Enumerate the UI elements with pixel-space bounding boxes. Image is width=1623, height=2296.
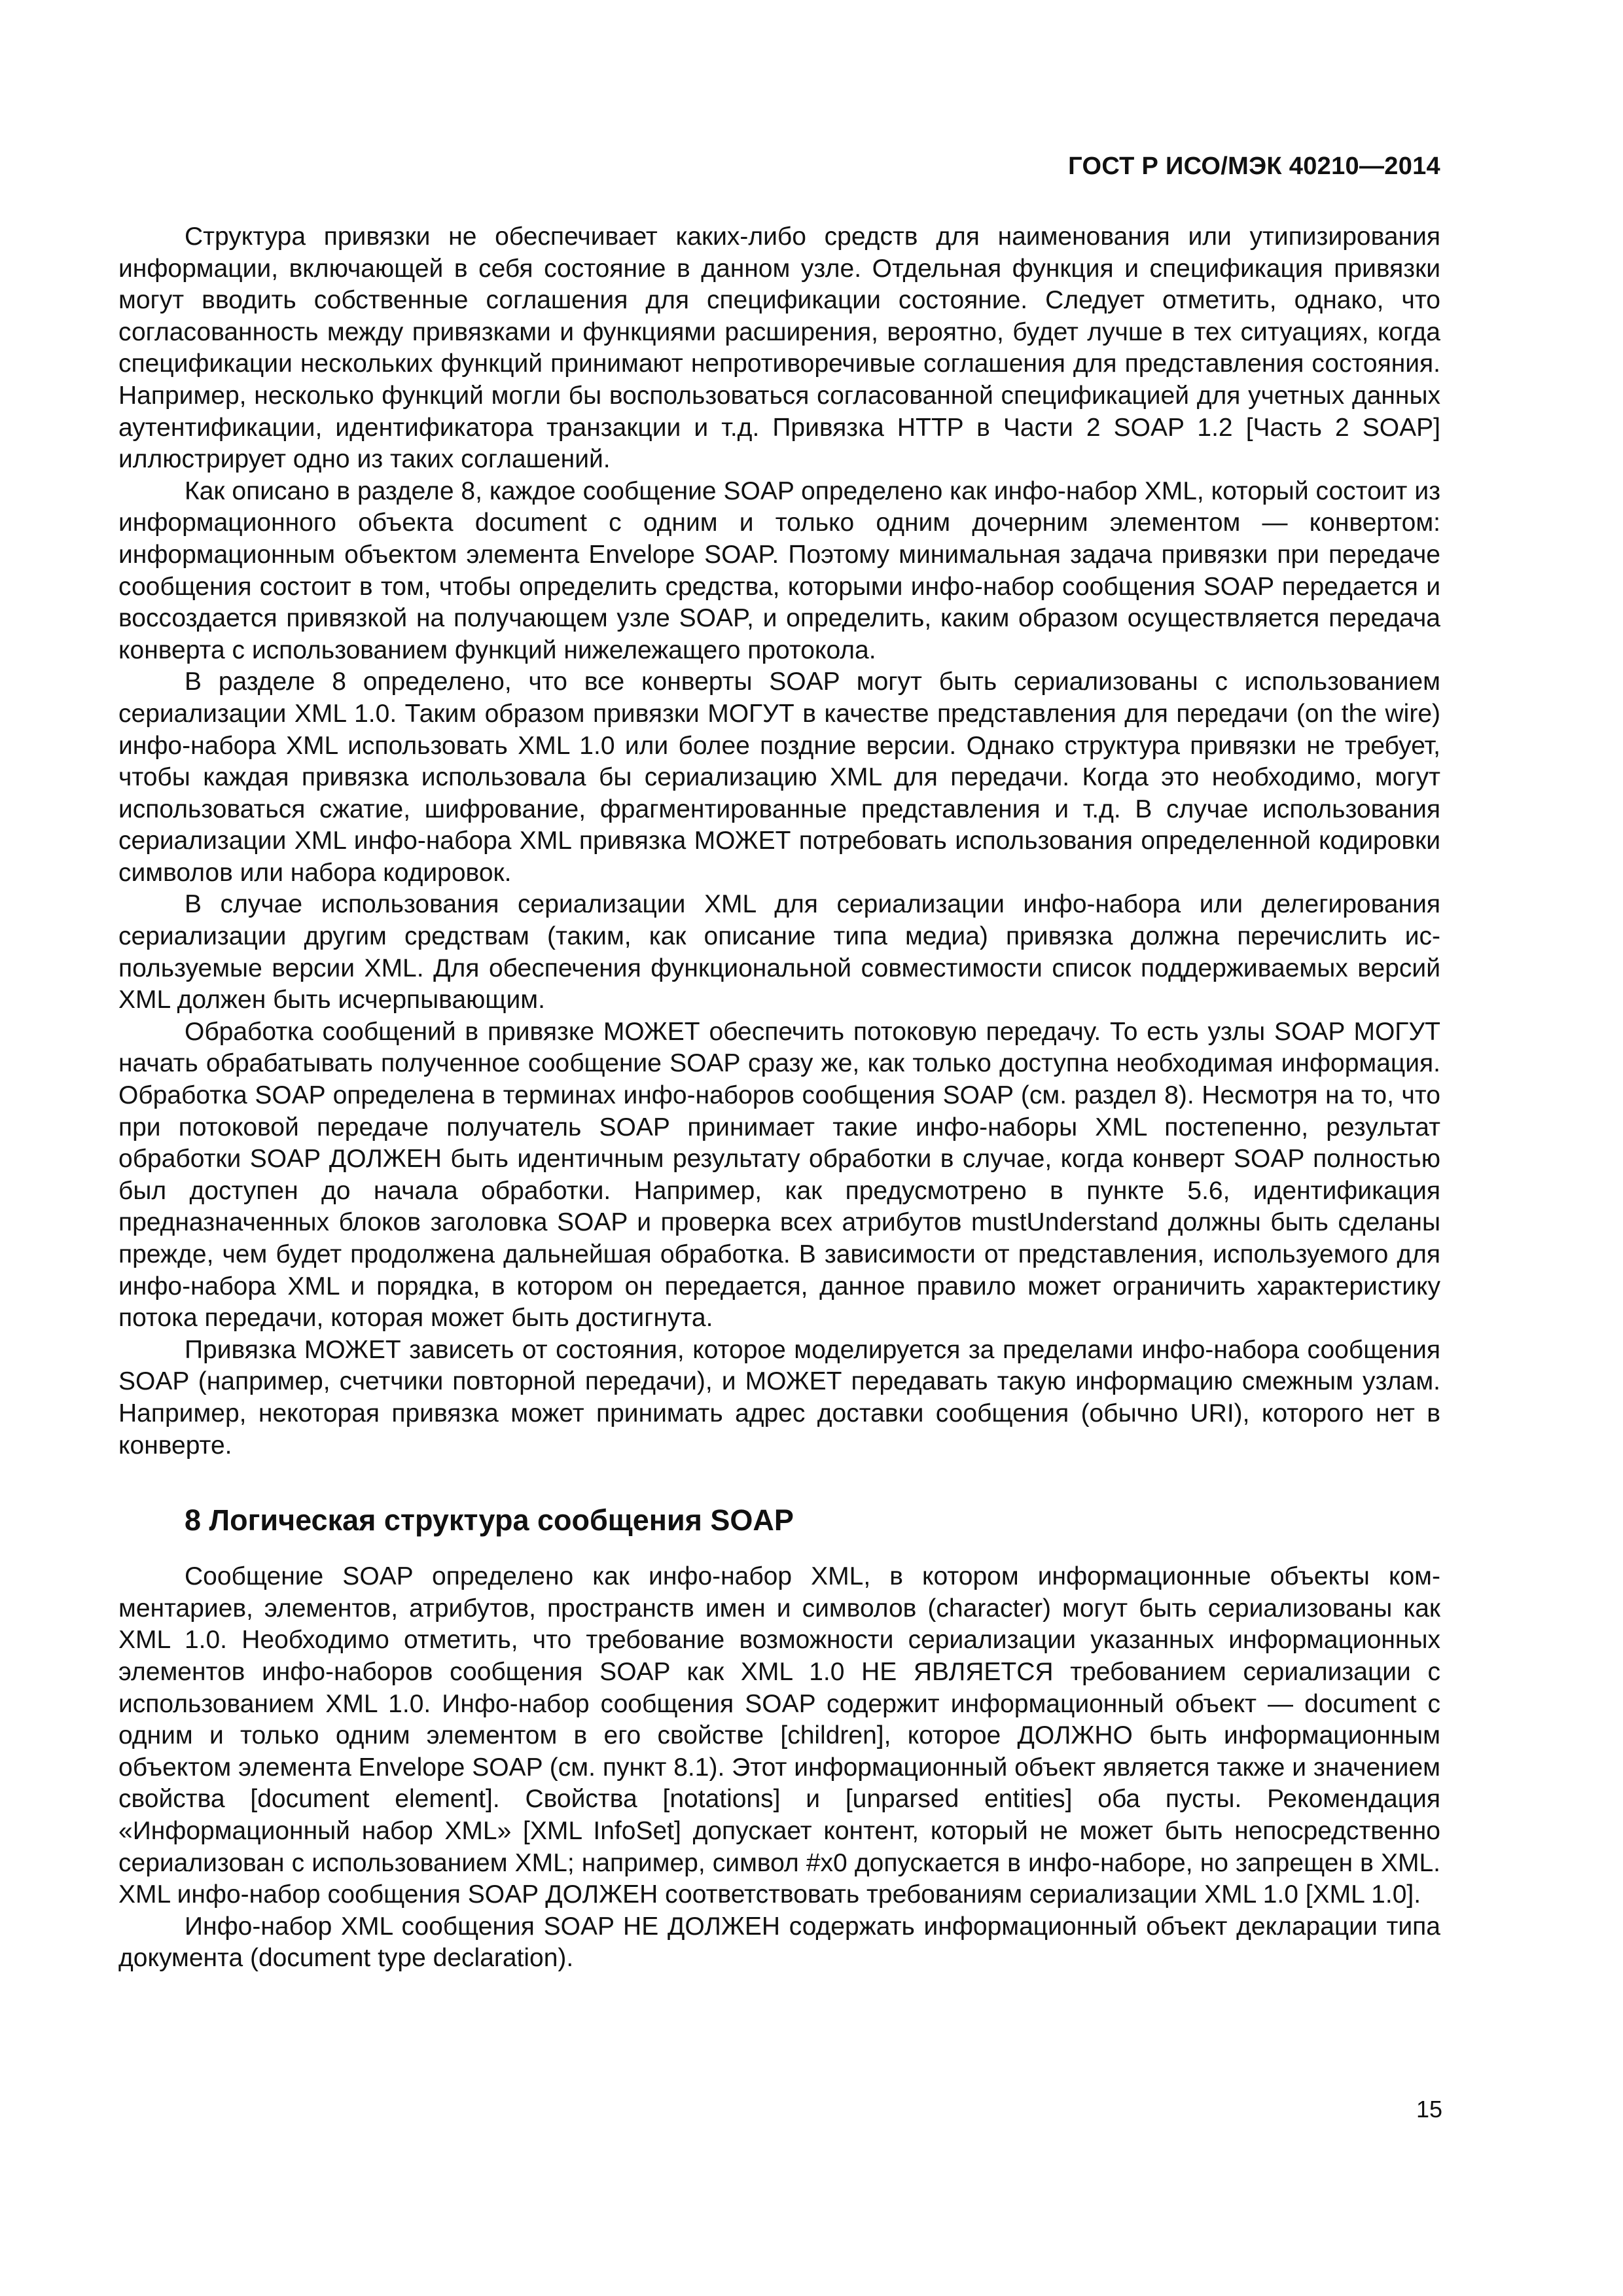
section-heading: 8 Логическая структура сообщения SOAP — [185, 1503, 794, 1537]
page-content — [118, 221, 1440, 1975]
page-number: 15 — [1416, 2096, 1442, 2123]
body-paragraph: В разделе 8 определено, что все конверты SOAP могут быть сериализованы с использованием сериализации XML 1.0. Таким образом привязки МОГУТ в качестве представления для передачи (on the wire) инфо-набора XML использовать XML 1.0 или более поздние версии. Однако структура привязки не требует, чтобы каждая привязка использовала бы сериализацию XML для передачи. Когда это необходимо, могут использоваться сжатие, шифрование, фрагментированные представления и т.д. В случае использования сериализации XML инфо-набора XML привязка МОЖЕТ потребовать использования определенной кодировки символов или набора кодировок. — [118, 668, 1440, 887]
body-paragraph: Сообщение SOAP определено как инфо-набор XML, в котором информационные объекты комментариев, элементов, атрибутов, пространств имен и символов (character) могут быть сериализованы как XML 1.0. Необходимо отметить, что требование возможности сериализации указанных информационных элементов инфо-наборов сообщения SOAP как XML 1.0 НЕ ЯВЛЯЕТСЯ требованием сериализации с использованием XML 1.0. Инфо-набор сообщения SOAP содержит информационный объект — document с одним и только одним элементом в его свойстве [children], которое ДОЛЖНО быть информационным объектом элемента Envelope SOAP (см. пункт 8.1). Этот информационный объект является также и значением свойства [document element]. Свойства [notations] и [unparsed entities] оба пусты. Рекомендация «Информационный набор XML» [XML InfoSet] допускает контент, который не может быть непосредственно сериализован с использованием XML; например, символ #x0 допускается в инфо-наборе, но запрещен в XML. XML инфо-набор сообщения SOAP ДОЛЖЕН соответствовать требованиям сериализации XML 1.0 [XML 1.0]. — [118, 1562, 1440, 1909]
body-paragraph: В случае использования сериализации XML для сериализации инфо-набора или делегирования сериализации другим средствам (таким, как описание типа медиа) привязка должна перечислить используемые версии XML. Для обеспечения функциональной совместимости список поддерживаемых версий XML должен быть исчерпывающим. — [118, 890, 1440, 1014]
standard-header: ГОСТ Р ИСО/МЭК 40210—2014 — [1068, 152, 1440, 180]
body-paragraph: Инфо-набор XML сообщения SOAP НЕ ДОЛЖЕН содержать информационный объект декларации типа документа (document type declaration). — [118, 1912, 1440, 1973]
body-paragraph: Обработка сообщений в привязке МОЖЕТ обеспечить потоковую передачу. То есть узлы SOAP МОГУТ начать обрабатывать полученное сообщение SOAP сразу же, как только доступна необходимая информация. Обработка SOAP определена в терминах инфо-наборов сообщения SOAP (см. раздел 8). Несмотря на то, что при потоковой передаче получатель SOAP принимает такие инфо-наборы XML постепенно, результат обработки SOAP ДОЛЖЕН быть идентичным результату обработки в случае, когда конверт SOAP полностью был доступен до начала обработки. Например, как предусмотрено в пункте 5.6, идентификация предназначенных блоков заголовка SOAP и проверка всех атрибутов mustUnderstand должны быть сделаны прежде, чем будет продолжена дальнейшая обработка. В зависимости от представления, используемого для инфо-набора XML и порядка, в котором он передается, данное правило может ограничить характеристику потока передачи, которая может быть достигнута. — [118, 1017, 1440, 1333]
body-paragraph: Структура привязки не обеспечивает каких-либо средств для наименования или утипизирования информации, включающей в себя состояние в данном узле. Отдельная функция и спецификация привязки могут вводить собственные соглашения для спецификации состояние. Следует отметить, однако, что согласованность между привязками и функциями расширения, вероятно, будет лучше в тех ситуациях, когда спецификации нескольких функций принимают непротиворечивые соглашения для представления состояния. Например, несколько функций могли бы воспользоваться согласованной спецификацией для учетных данных аутентификации, идентификатора транзакции и т.д. Привязка HTTP в Части 2 SOAP 1.2 [Часть 2 SOAP] иллюстрирует одно из таких соглашений. — [118, 223, 1440, 474]
body-paragraph: Как описано в разделе 8, каждое сообщение SOAP определено как инфо-набор XML, который состоит из информационного объекта document с одним и только одним дочерним элементом — конвертом: информационным объектом элемента Envelope SOAP. Поэтому минимальная задача привязки при передаче сообщения состоит в том, чтобы определить средства, которыми инфо-набор сообщения SOAP передается и воссоздается привязкой на получающем узле SOAP, и определить, каким образом осуществляется передача конверта с использованием функций нижележащего протокола. — [118, 476, 1440, 664]
body-paragraph: Привязка МОЖЕТ зависеть от состояния, которое моделируется за пределами инфо-набора сообщения SOAP (например, счетчики повторной передачи), и МОЖЕТ передавать такую информацию смежным узлам. Например, некоторая привязка может принимать адрес доставки сообщения (обычно URI), которого нет в конверте. — [118, 1335, 1440, 1460]
